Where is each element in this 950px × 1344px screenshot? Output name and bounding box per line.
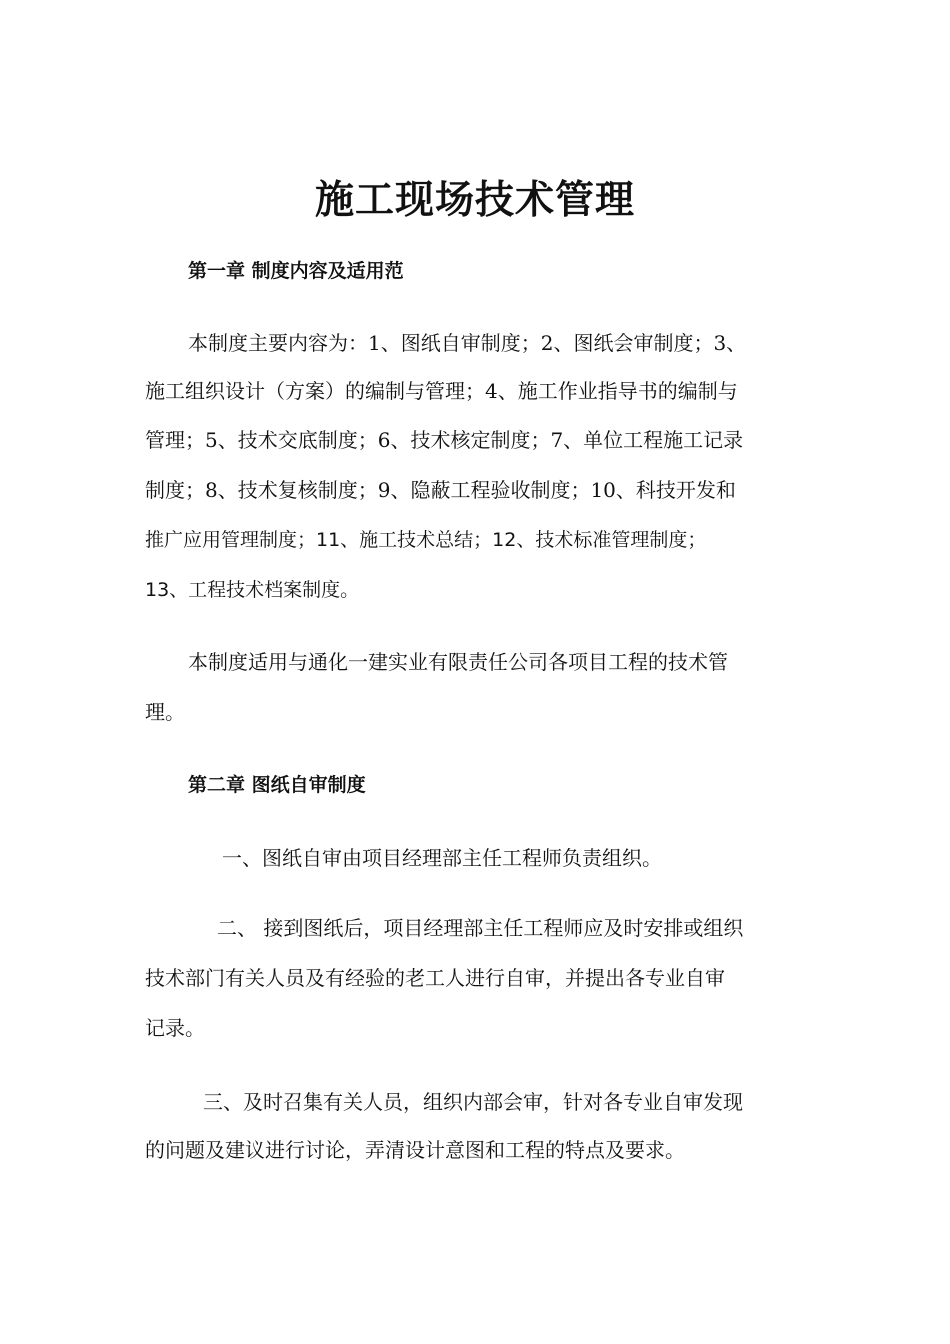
paragraph-line: 技术部门有关人员及有经验的老工人进行自审，并提出各专业自审 — [145, 966, 725, 990]
paragraph-line: 管理；5、技术交底制度；6、技术核定制度；7、单位工程施工记录 — [145, 428, 744, 452]
paragraph-line: 13、工程技术档案制度。 — [145, 579, 360, 601]
paragraph-line: 本制度适用与通化一建实业有限责任公司各项目工程的技术管 — [188, 650, 728, 674]
chapter-2-heading: 第二章 图纸自审制度 — [188, 774, 366, 796]
paragraph-line: 推广应用管理制度；11、施工技术总结；12、技术标准管理制度； — [145, 529, 707, 551]
paragraph-line: 三、及时召集有关人员，组织内部会审，针对各专业自审发现 — [203, 1090, 743, 1114]
paragraph-line: 本制度主要内容为：1、图纸自审制度；2、图纸会审制度；3、 — [188, 331, 747, 355]
paragraph-line: 一、图纸自审由项目经理部主任工程师负责组织。 — [222, 846, 662, 870]
paragraph-line: 施工组织设计（方案）的编制与管理；4、施工作业指导书的编制与 — [145, 379, 738, 403]
paragraph-line: 的问题及建议进行讨论，弄清设计意图和工程的特点及要求。 — [145, 1138, 685, 1162]
paragraph-line: 理。 — [145, 700, 185, 724]
chapter-1-heading: 第一章 制度内容及适用范 — [188, 260, 404, 282]
paragraph-line: 制度；8、技术复核制度；9、隐蔽工程验收制度；10、科技开发和 — [145, 478, 736, 502]
document-title: 施工现场技术管理 — [314, 177, 635, 223]
paragraph-line: 二、 接到图纸后，项目经理部主任工程师应及时安排或组织 — [217, 916, 744, 940]
paragraph-line: 记录。 — [145, 1016, 205, 1040]
